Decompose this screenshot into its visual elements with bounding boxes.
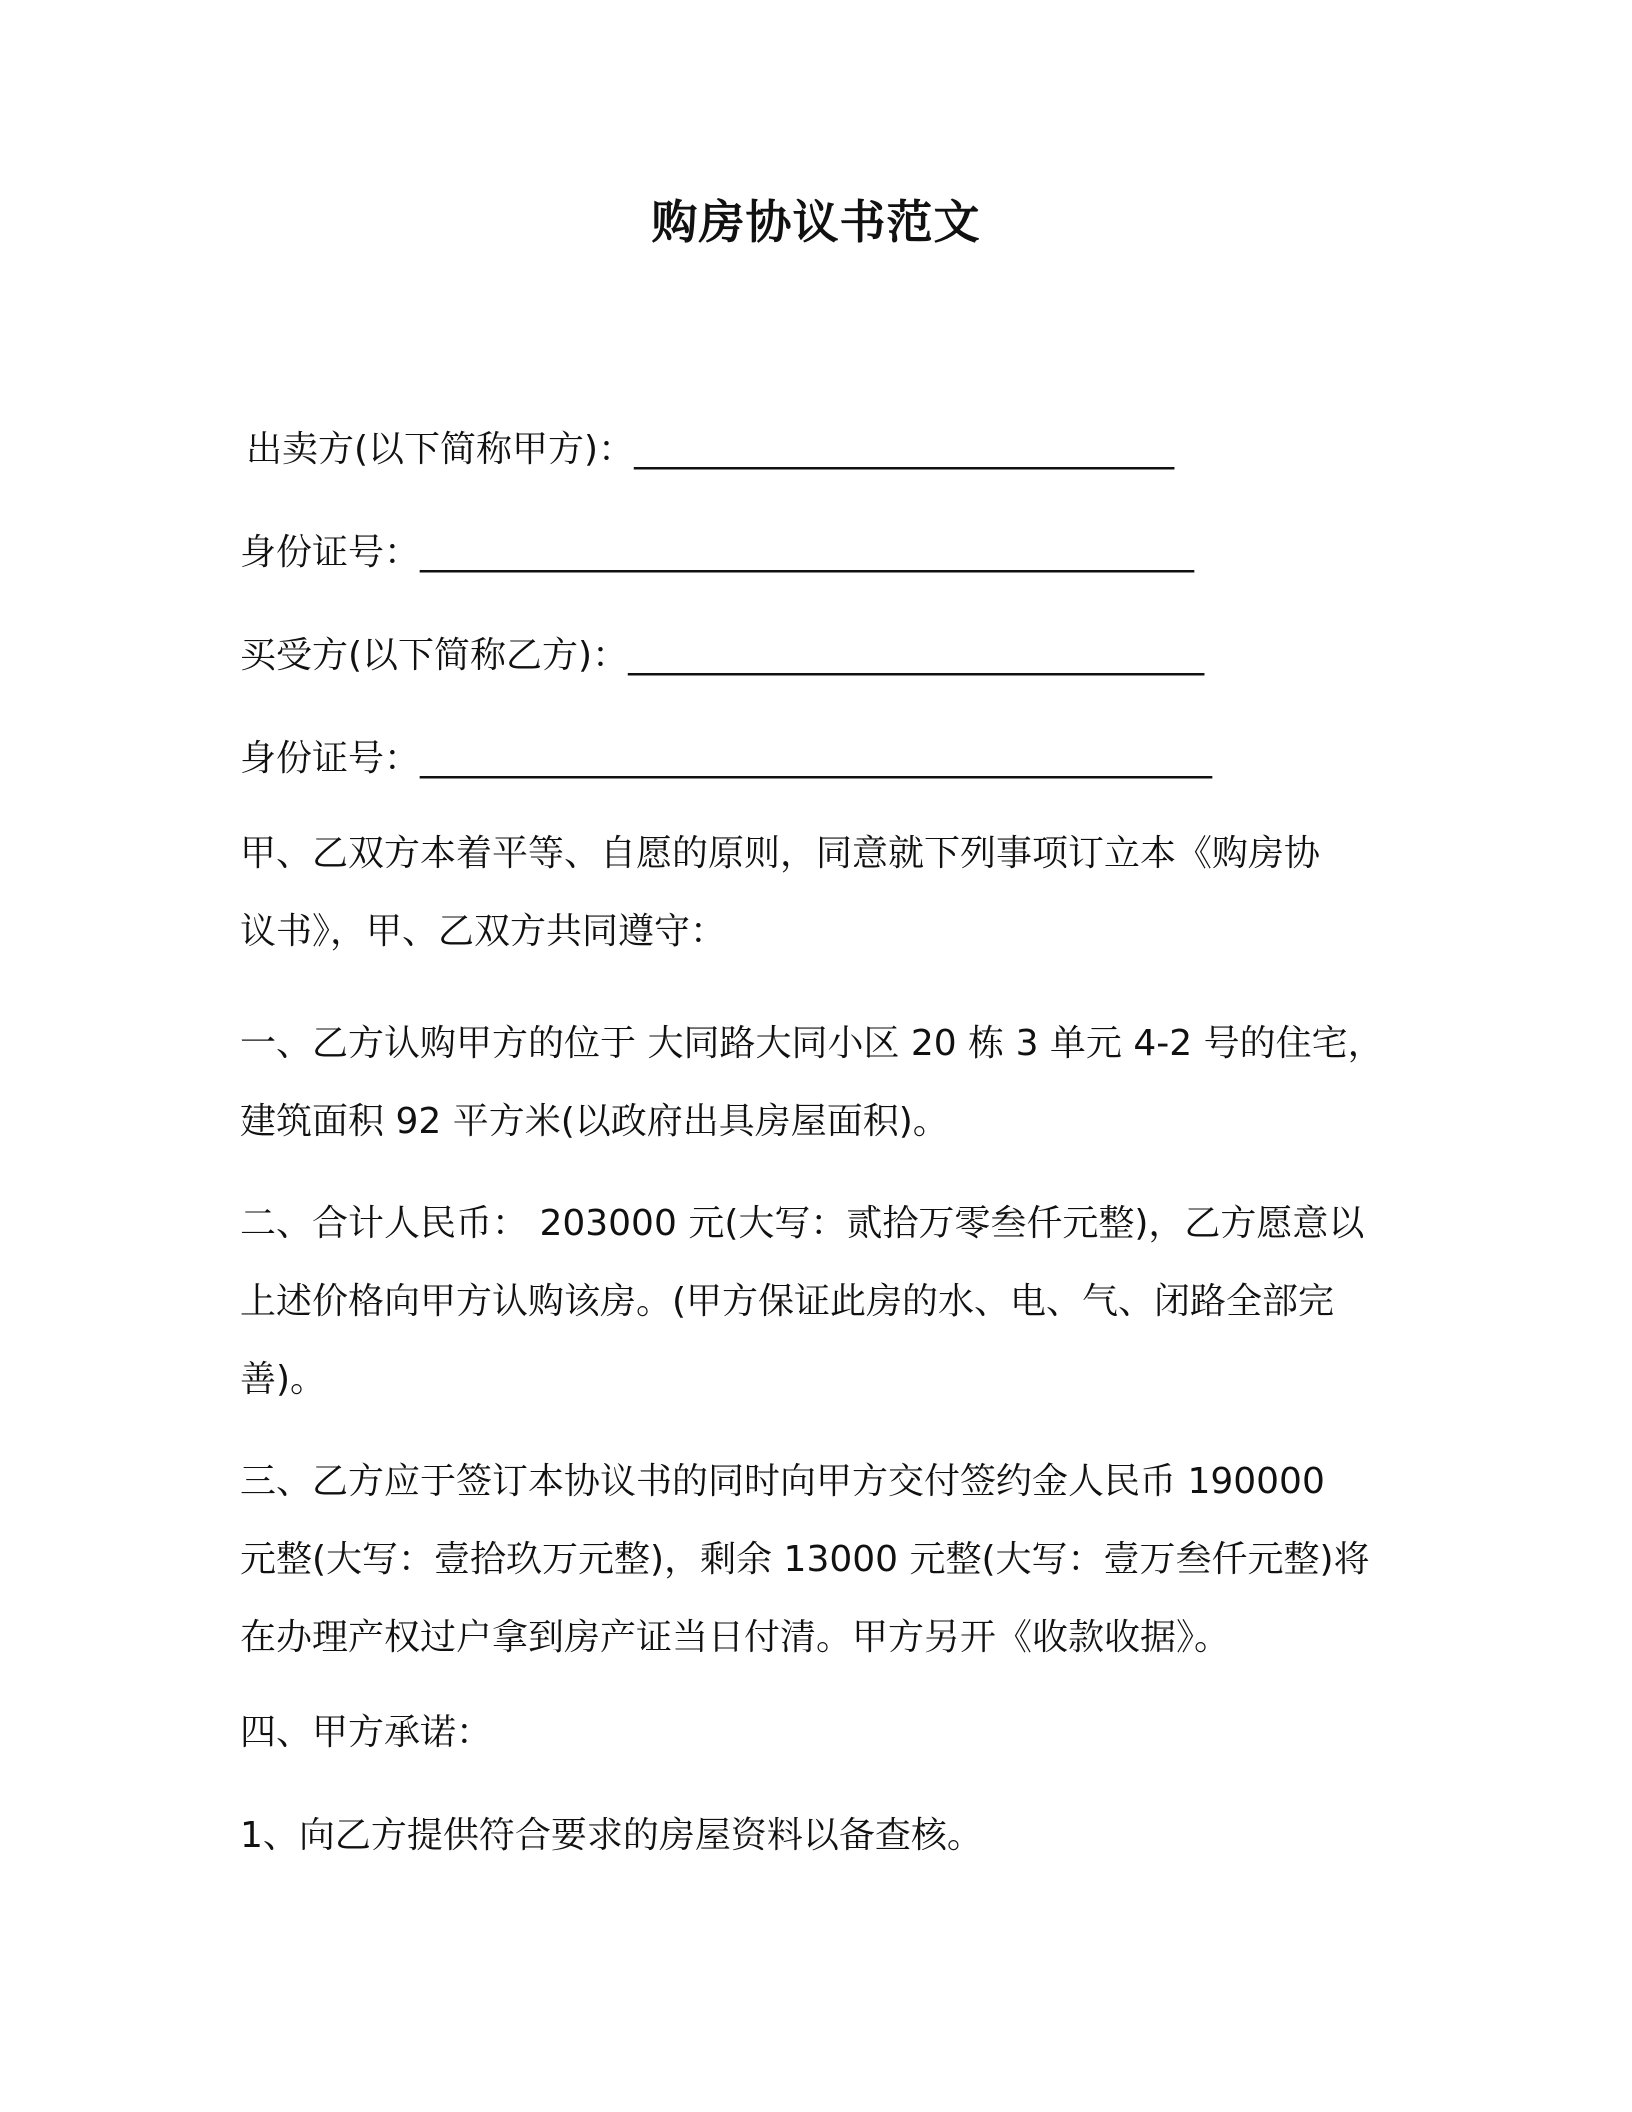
intro-line: 议书》，甲、乙双方共同遵守：	[240, 911, 727, 952]
clause-3-line: 元整(大写：壹拾玖万元整)，剩余 13000 元整(大写：壹万叁仟元整)将	[240, 1539, 1370, 1580]
clause-2	[240, 1185, 1390, 1419]
clause-1	[240, 1005, 1390, 1161]
buyer-id-line: 身份证号：____________________________________________	[240, 738, 1213, 779]
buyer-line: 买受方(以下简称乙方)：________________________________	[240, 635, 1205, 676]
intro-line: 甲、乙双方本着平等、自愿的原则，同意就下列事项订立本《购房协	[240, 833, 1321, 874]
clause-3-line: 三、乙方应于签订本协议书的同时向甲方交付签约金人民币 190000	[240, 1461, 1325, 1502]
intro-paragraph	[240, 815, 1390, 971]
document-title: 购房协议书范文	[651, 195, 981, 249]
clause-2-line: 善)。	[240, 1359, 327, 1400]
seller-line: 出卖方(以下简称甲方)：______________________________	[246, 429, 1175, 470]
clause-1-line: 一、乙方认购甲方的位于 大同路大同小区 20 栋 3 单元 4-2 号的住宅，	[240, 1023, 1384, 1064]
clause-3-line: 在办理产权过户拿到房产证当日付清。甲方另开《收款收据》。	[240, 1617, 1231, 1658]
clause-1-line: 建筑面积 92 平方米(以政府出具房屋面积)。	[240, 1101, 949, 1142]
clause-4-item-1: 1、向乙方提供符合要求的房屋资料以备查核。	[240, 1815, 983, 1856]
clause-3	[240, 1443, 1390, 1677]
seller-id-line: 身份证号：___________________________________________	[240, 532, 1195, 573]
clause-2-line: 上述价格向甲方认购该房。(甲方保证此房的水、电、气、闭路全部完	[240, 1281, 1335, 1322]
clause-2-line: 二、合计人民币： 203000 元(大写：贰拾万零叁仟元整)，乙方愿意以	[240, 1203, 1365, 1244]
clause-4-heading: 四、甲方承诺：	[240, 1712, 493, 1753]
